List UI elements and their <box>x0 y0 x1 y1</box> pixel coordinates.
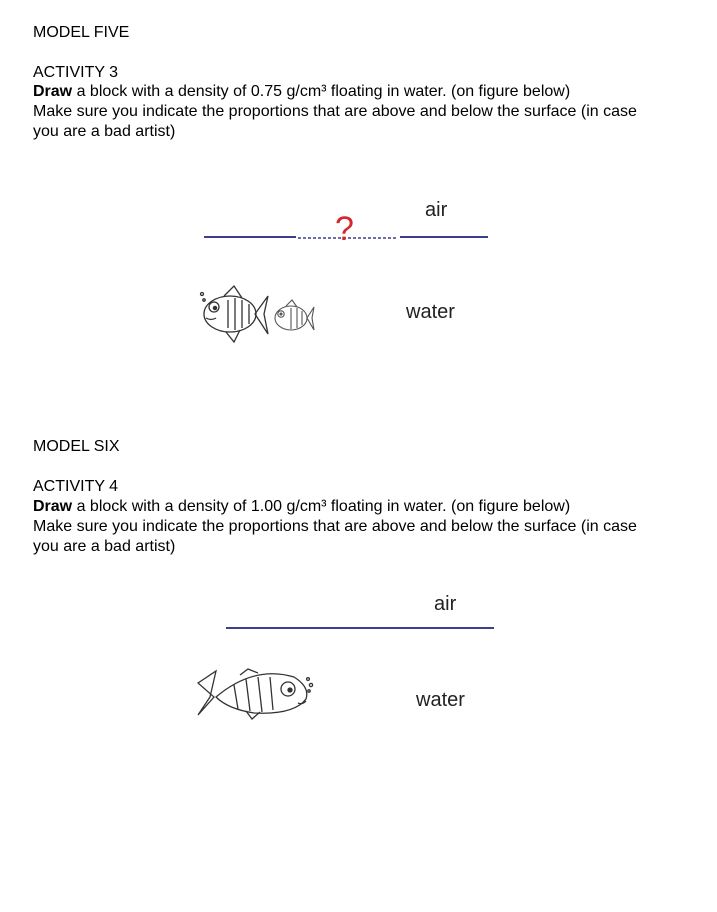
instruction-bold: Draw <box>33 83 73 100</box>
fish-small-icon <box>275 300 314 330</box>
model-five-heading: MODEL FIVE <box>33 24 130 41</box>
air-label: air <box>434 593 457 615</box>
fish-icon <box>198 669 313 719</box>
water-label: water <box>416 689 465 711</box>
activity-4-heading: ACTIVITY 4 <box>33 478 119 495</box>
instruction-bold: Draw <box>33 498 73 515</box>
activity-3-note-line-1: Make sure you indicate the proportions that are above and below the surface (in case <box>33 103 637 120</box>
activity-3-note-line-2: you are a bad artist) <box>33 123 176 140</box>
water-label: water <box>406 301 455 323</box>
model-six-heading: MODEL SIX <box>33 438 120 455</box>
instruction-text: a block with a density of 1.00 g/cm³ floating in water. (on figure below) <box>72 498 571 515</box>
figure-activity-4 <box>194 585 499 745</box>
fish-large-icon <box>201 286 269 342</box>
activity-4-note-line-2: you are a bad artist) <box>33 538 176 555</box>
activity-3-instruction <box>33 82 570 102</box>
figure-activity-3 <box>198 190 493 355</box>
activity-3-heading: ACTIVITY 3 <box>33 64 119 81</box>
activity-4-instruction <box>33 497 570 517</box>
activity-4-note-line-1: Make sure you indicate the proportions that are above and below the surface (in case <box>33 518 637 535</box>
instruction-text: a block with a density of 0.75 g/cm³ floating in water. (on figure below) <box>72 83 571 100</box>
air-label: air <box>425 199 448 221</box>
question-mark: ? <box>335 210 354 248</box>
